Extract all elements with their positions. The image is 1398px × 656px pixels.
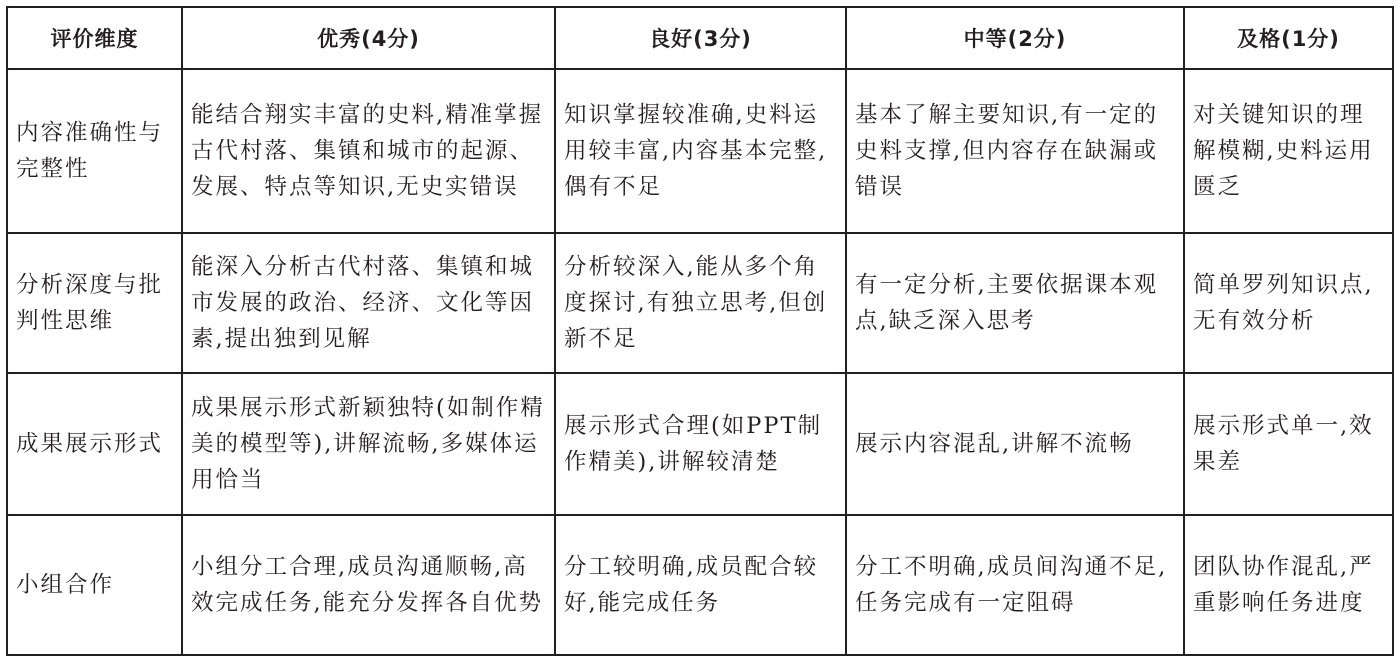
medium-cell: 分工不明确,成员间沟通不足,任务完成有一定阻碍 xyxy=(846,515,1184,655)
row-dimension-cell: 分析深度与批判性思维 xyxy=(7,233,182,373)
table-row xyxy=(7,69,1393,233)
row-dimension-cell: 小组合作 xyxy=(7,515,182,655)
header-medium: 中等(2分) xyxy=(846,7,1184,69)
excellent-cell: 能结合翔实丰富的史料,精准掌握古代村落、集镇和城市的起源、发展、特点等知识,无史实错误 xyxy=(182,69,555,233)
medium-cell: 有一定分析,主要依据课本观点,缺乏深入思考 xyxy=(846,233,1184,373)
good-cell: 分析较深入,能从多个角度探讨,有独立思考,但创新不足 xyxy=(555,233,846,373)
header-row xyxy=(7,7,1393,69)
table-row xyxy=(7,515,1393,655)
header-pass: 及格(1分) xyxy=(1184,7,1393,69)
row-dimension-cell: 内容准确性与完整性 xyxy=(7,69,182,233)
header-excellent: 优秀(4分) xyxy=(182,7,555,69)
medium-cell: 展示内容混乱,讲解不流畅 xyxy=(846,373,1184,515)
good-cell: 知识掌握较准确,史料运用较丰富,内容基本完整,偶有不足 xyxy=(555,69,846,233)
excellent-cell: 小组分工合理,成员沟通顺畅,高效完成任务,能充分发挥各自优势 xyxy=(182,515,555,655)
header-good: 良好(3分) xyxy=(555,7,846,69)
pass-cell: 对关键知识的理解模糊,史料运用匮乏 xyxy=(1184,69,1393,233)
excellent-cell: 能深入分析古代村落、集镇和城市发展的政治、经济、文化等因素,提出独到见解 xyxy=(182,233,555,373)
pass-cell: 展示形式单一,效果差 xyxy=(1184,373,1393,515)
header-dimension: 评价维度 xyxy=(7,7,182,69)
table-row xyxy=(7,233,1393,373)
row-dimension-cell: 成果展示形式 xyxy=(7,373,182,515)
excellent-cell: 成果展示形式新颖独特(如制作精美的模型等),讲解流畅,多媒体运用恰当 xyxy=(182,373,555,515)
good-cell: 展示形式合理(如PPT制作精美),讲解较清楚 xyxy=(555,373,846,515)
medium-cell: 基本了解主要知识,有一定的史料支撑,但内容存在缺漏或错误 xyxy=(846,69,1184,233)
table-row xyxy=(7,373,1393,515)
pass-cell: 简单罗列知识点,无有效分析 xyxy=(1184,233,1393,373)
pass-cell: 团队协作混乱,严重影响任务进度 xyxy=(1184,515,1393,655)
good-cell: 分工较明确,成员配合较好,能完成任务 xyxy=(555,515,846,655)
evaluation-rubric-table xyxy=(6,6,1394,656)
